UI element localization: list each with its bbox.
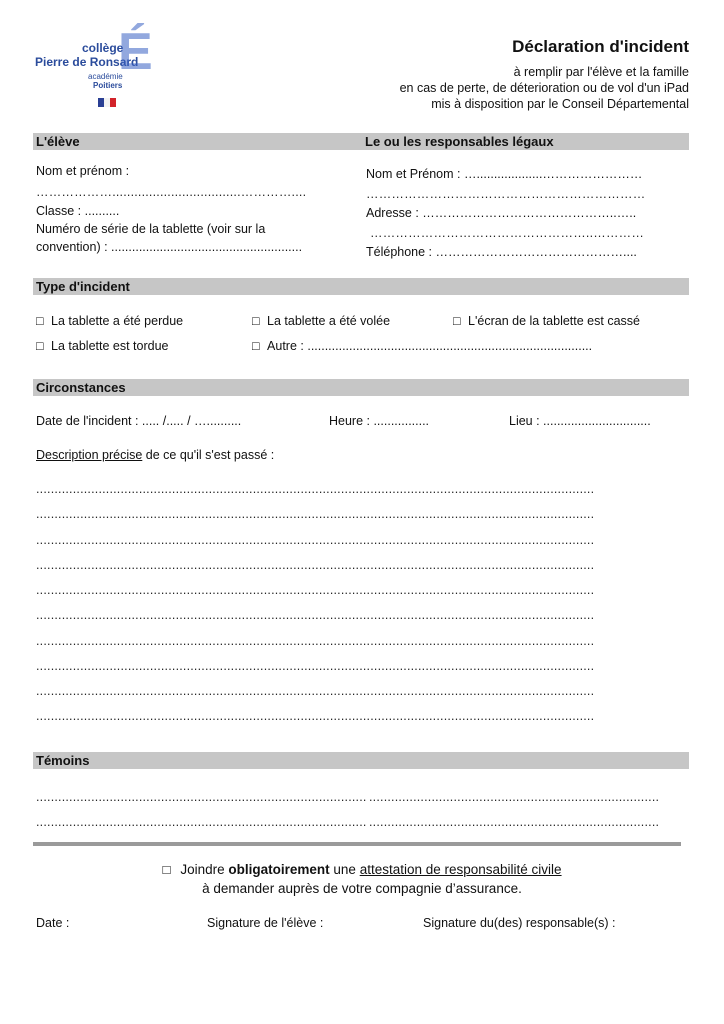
heading-responsables: Le ou les responsables légaux: [365, 134, 554, 149]
description-line[interactable]: ........................................................................................................................................................: [36, 608, 595, 622]
option-perdue-label: La tablette a été perdue: [51, 314, 184, 328]
incident-heure-field[interactable]: Heure : ................: [329, 414, 430, 428]
description-underlined: Description précise: [36, 448, 143, 462]
section-bar-type: [33, 278, 689, 295]
description-line[interactable]: ........................................................................................................................................................: [36, 533, 595, 547]
description-line[interactable]: ........................................................................................................................................................: [36, 684, 595, 698]
signature-eleve-label: Signature de l'élève :: [207, 916, 324, 930]
eleve-nom-label: Nom et prénom :: [36, 164, 130, 178]
signature-responsable-label: Signature du(des) responsable(s) :: [423, 916, 616, 930]
eleve-classe-field[interactable]: Classe : ..........: [36, 204, 120, 218]
logo-e-letter: É: [118, 23, 153, 81]
logo-academie: académie: [88, 72, 123, 81]
description-line[interactable]: ........................................................................................................................................................: [36, 659, 595, 673]
temoin-line-right[interactable]: ...............................................................................: [369, 815, 660, 829]
resp-nom-field[interactable]: Nom et Prénom : …...................……………………: [366, 167, 643, 181]
incident-lieu-field[interactable]: Lieu : ...............................: [509, 414, 651, 428]
heading-temoins: Témoins: [36, 753, 90, 768]
description-line[interactable]: ........................................................................................................................................................: [36, 634, 595, 648]
resp-adresse-field[interactable]: Adresse : ………………………………………..…..: [366, 206, 637, 220]
section-bar-circonstances: [33, 379, 689, 396]
resp-nom-dots[interactable]: …………………………………………………………: [366, 187, 646, 201]
option-ecran-label: L'écran de la tablette est cassé: [468, 314, 640, 328]
temoin-line-left[interactable]: ..........................................................................................: [36, 815, 367, 829]
checkbox-volee[interactable]: [252, 314, 390, 328]
temoin-line-right[interactable]: ...............................................................................: [369, 790, 660, 804]
description-line[interactable]: ........................................................................................................................................................: [36, 482, 595, 496]
description-label: [36, 448, 274, 462]
subtitle-1: à remplir par l'élève et la famille: [513, 65, 689, 79]
heading-eleve: L'élève: [36, 134, 80, 149]
logo-college: collège: [82, 41, 124, 55]
checkbox-icon[interactable]: □: [36, 314, 44, 328]
logo-poitiers: Poitiers: [93, 81, 123, 90]
checkbox-autre[interactable]: [252, 339, 592, 353]
eleve-nom-field[interactable]: ………………...................................…………....: [36, 185, 307, 199]
checkbox-icon[interactable]: □: [162, 862, 171, 877]
option-tordue-label: La tablette est tordue: [51, 339, 169, 353]
logo-school-name: Pierre de Ronsard: [35, 55, 139, 69]
eleve-serie-label: Numéro de série de la tablette (voir sur la: [36, 222, 266, 236]
footer-divider: [33, 842, 681, 846]
checkbox-icon[interactable]: □: [453, 314, 461, 328]
temoin-line-left[interactable]: ..........................................................................................: [36, 790, 367, 804]
attestation-text: attestation de responsabilité civile: [359, 862, 562, 877]
joindre-text: Joindre: [180, 862, 229, 877]
resp-telephone-field[interactable]: Téléphone : ………………………………………....: [366, 245, 637, 259]
subtitle-3: mis à disposition par le Conseil Départemental: [431, 97, 689, 111]
resp-adresse-dots[interactable]: ……………………………………………..…………: [370, 226, 645, 240]
description-line[interactable]: ........................................................................................................................................................: [36, 709, 595, 723]
description-line[interactable]: ........................................................................................................................................................: [36, 507, 595, 521]
french-flag-icon: [98, 96, 116, 110]
description-rest: de ce qu'il s'est passé :: [142, 448, 275, 462]
option-volee-label: La tablette a été volée: [267, 314, 391, 328]
attestation-note[interactable]: [0, 862, 724, 877]
description-line[interactable]: ........................................................................................................................................................: [36, 558, 595, 572]
incident-date-field[interactable]: Date de l'incident : ..... /..... / …..........: [36, 414, 242, 428]
page-title: Déclaration d'incident: [512, 37, 689, 56]
checkbox-tordue[interactable]: [36, 339, 169, 353]
section-bar-temoins: [33, 752, 689, 769]
checkbox-icon[interactable]: □: [36, 339, 44, 353]
section-bar-eleve: [33, 133, 689, 150]
une-text: une: [329, 862, 360, 877]
obligatoirement-text: obligatoirement: [228, 862, 330, 877]
heading-type: Type d'incident: [36, 279, 130, 294]
checkbox-icon[interactable]: □: [252, 314, 260, 328]
option-autre-label: Autre : ..................................................................................: [267, 339, 593, 353]
heading-circonstances: Circonstances: [36, 380, 126, 395]
eleve-serie-field[interactable]: convention) : .......................................................: [36, 240, 303, 254]
description-line[interactable]: ........................................................................................................................................................: [36, 583, 595, 597]
checkbox-ecran-casse[interactable]: [453, 314, 640, 328]
assurance-text: à demander auprès de votre compagnie d’assurance.: [202, 881, 522, 896]
subtitle-2: en cas de perte, de déterioration ou de vol d'un iPad: [399, 81, 689, 95]
signature-date-label: Date :: [36, 916, 70, 930]
checkbox-icon[interactable]: □: [252, 339, 260, 353]
checkbox-perdue[interactable]: [36, 314, 183, 328]
